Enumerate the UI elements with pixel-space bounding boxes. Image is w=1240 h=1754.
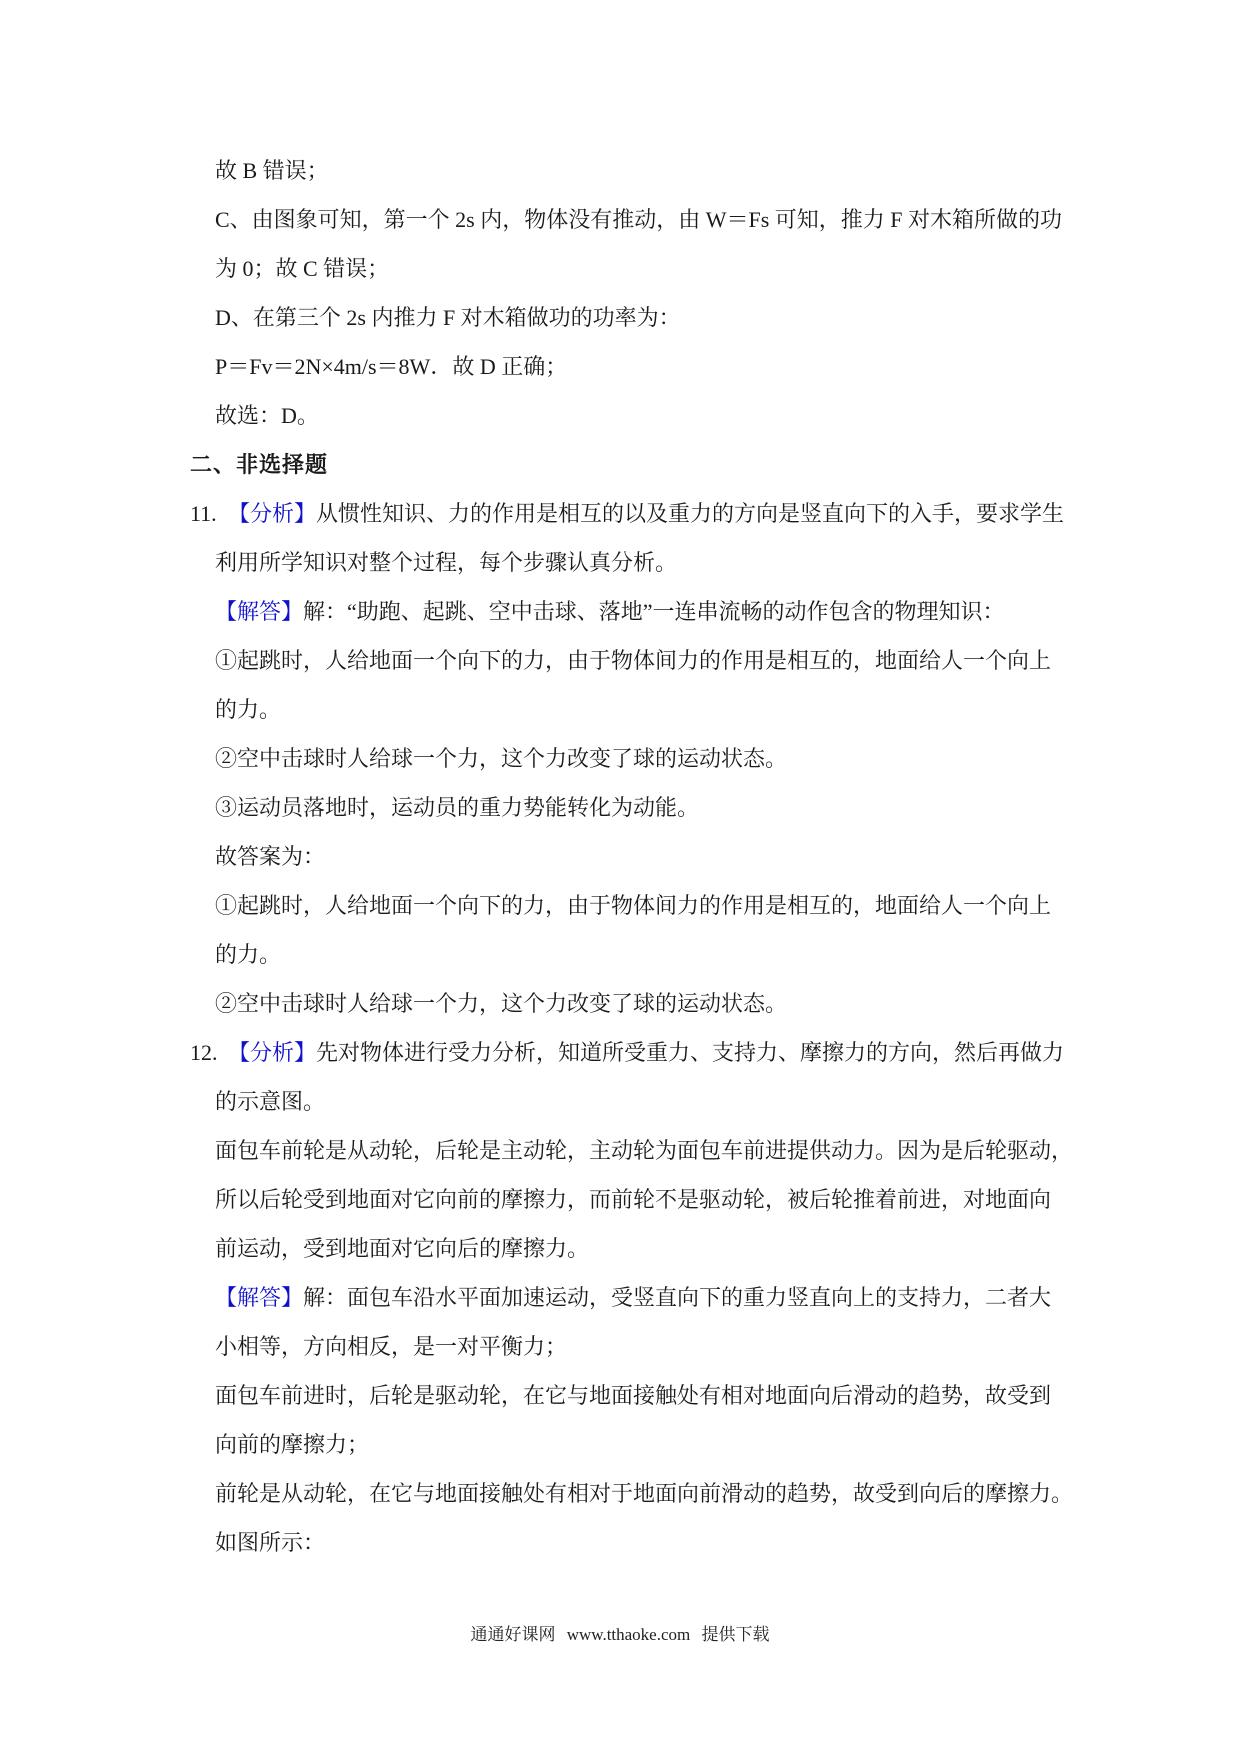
line-text: 前轮是从动轮，在它与地面接触处有相对于地面向前滑动的趋势，故受到向后的摩擦力。 [215, 1481, 1074, 1506]
text-line [0, 293, 1240, 342]
line-text: 利用所学知识对整个过程，每个步骤认真分析。 [215, 550, 678, 575]
line-text: 面包车前进时，后轮是驱动轮，在它与地面接触处有相对地面向后滑动的趋势，故受到 [215, 1383, 1052, 1408]
text-line [0, 734, 1240, 783]
text-line [0, 930, 1240, 979]
line-text: 所以后轮受到地面对它向前的摩擦力，而前轮不是驱动轮，被后轮推着前进，对地面向 [215, 1187, 1052, 1212]
line-text: ①起跳时，人给地面一个向下的力，由于物体间力的作用是相互的，地面给人一个向上 [215, 893, 1052, 918]
line-text: P＝Fv＝2N×4m/s＝8W．故 D 正确； [215, 354, 568, 379]
footer-text: 通通好课网 www.tthaoke.com 提供下载 [470, 1625, 770, 1644]
text-line [0, 1224, 1240, 1273]
bracket-tag: 【解答】 [215, 1285, 304, 1310]
line-text: 的力。 [215, 697, 282, 722]
line-text: 二、非选择题 [190, 452, 329, 477]
text-line [0, 1518, 1240, 1567]
text-line [0, 1273, 1240, 1322]
page-footer [0, 1620, 1240, 1645]
line-text: ③运动员落地时，运动员的重力势能转化为动能。 [215, 795, 700, 820]
bracket-tag: 【分析】 [228, 1040, 317, 1065]
text-line [0, 1077, 1240, 1126]
line-text: C、由图象可知，第一个 2s 内，物体没有推动，由 W＝Fs 可知，推力 F 对木箱所做的功 [215, 207, 1063, 232]
line-text: ②空中击球时人给球一个力，这个力改变了球的运动状态。 [215, 991, 788, 1016]
bracket-tag: 【分析】 [228, 501, 317, 526]
section-heading [0, 440, 1240, 489]
text-line [0, 391, 1240, 440]
line-text: 解：面包车沿水平面加速运动，受竖直向下的重力竖直向上的支持力，二者大 [303, 1285, 1052, 1310]
text-line [0, 1420, 1240, 1469]
line-text: D、在第三个 2s 内推力 F 对木箱做功的功率为： [215, 305, 681, 330]
text-line [0, 342, 1240, 391]
text-line [0, 1469, 1240, 1518]
line-text: 解：“助跑、起跳、空中击球、落地”一连串流畅的动作包含的物理知识： [303, 599, 1005, 624]
item-number: 11. [190, 501, 217, 526]
line-text: ①起跳时，人给地面一个向下的力，由于物体间力的作用是相互的，地面给人一个向上 [215, 648, 1052, 673]
line-text: 如图所示： [215, 1530, 326, 1555]
item-number: 12. [190, 1040, 218, 1065]
text-line [0, 636, 1240, 685]
line-text: 为 0；故 C 错误； [215, 256, 390, 281]
line-text: 小相等，方向相反，是一对平衡力； [215, 1334, 568, 1359]
line-text: 的力。 [215, 942, 282, 967]
text-line [0, 1126, 1240, 1175]
line-text: 向前的摩擦力； [215, 1432, 370, 1457]
line-text: 故答案为： [215, 844, 326, 869]
text-line [0, 783, 1240, 832]
bracket-tag: 【解答】 [215, 599, 304, 624]
text-line [0, 1322, 1240, 1371]
text-line [0, 832, 1240, 881]
line-text: 前运动，受到地面对它向后的摩擦力。 [215, 1236, 590, 1261]
text-line [0, 538, 1240, 587]
line-text: 故选：D。 [215, 403, 319, 428]
line-text: 面包车前轮是从动轮，后轮是主动轮，主动轮为面包车前进提供动力。因为是后轮驱动， [215, 1138, 1074, 1163]
line-text: ②空中击球时人给球一个力，这个力改变了球的运动状态。 [215, 746, 788, 771]
text-line [0, 1371, 1240, 1420]
line-text: 从惯性知识、力的作用是相互的以及重力的方向是竖直向下的入手，要求学生 [316, 501, 1065, 526]
line-text: 故 B 错误； [215, 158, 329, 183]
line-text: 先对物体进行受力分析，知道所受重力、支持力、摩擦力的方向，然后再做力 [316, 1040, 1065, 1065]
text-line [0, 1028, 1240, 1077]
text-line [0, 1175, 1240, 1224]
text-line [0, 195, 1240, 244]
text-line [0, 244, 1240, 293]
line-text: 的示意图。 [215, 1089, 326, 1114]
text-line [0, 489, 1240, 538]
text-line [0, 979, 1240, 1028]
document-body [0, 146, 1240, 1567]
text-line [0, 146, 1240, 195]
text-line [0, 685, 1240, 734]
text-line [0, 587, 1240, 636]
text-line [0, 881, 1240, 930]
